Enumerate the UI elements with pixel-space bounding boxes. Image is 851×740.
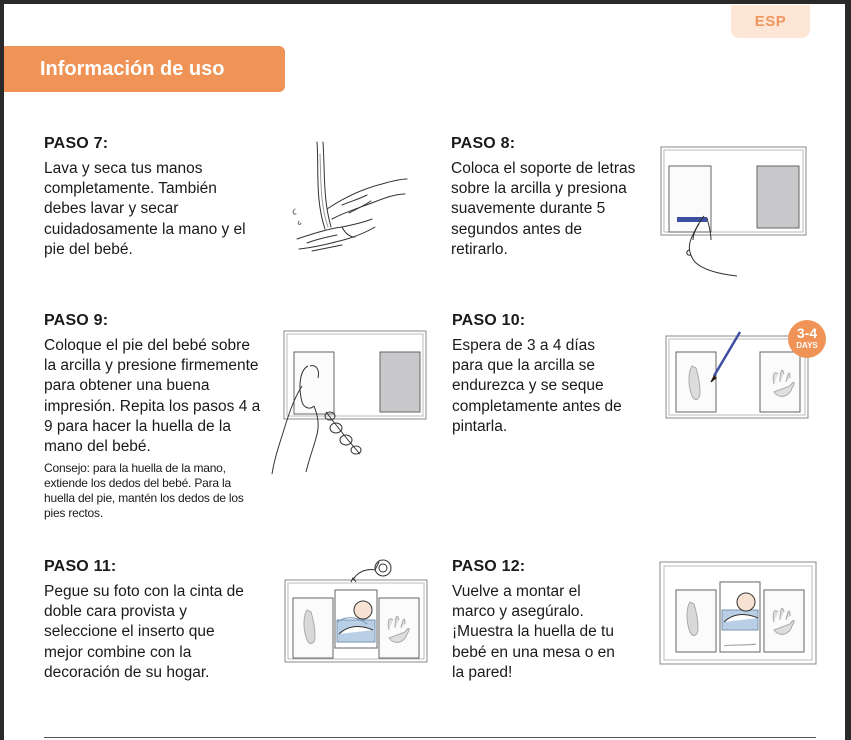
tip-line: extiende los dedos del bebé. Para la: [44, 476, 231, 491]
step-8: [451, 135, 661, 260]
step-line: doble cara provista y: [44, 603, 188, 621]
step-line: Coloca el soporte de letras: [451, 160, 636, 177]
step-line: suavemente durante 5: [451, 200, 606, 218]
foot-press-icon: [270, 326, 430, 476]
instruction-page: [4, 4, 845, 740]
step-8-title: PASO 8:: [451, 135, 516, 152]
step-line: para obtener una buena: [44, 377, 210, 395]
step-line: segundos antes de: [451, 220, 582, 238]
step-line: debes lavar y secar: [44, 200, 179, 218]
bottom-divider: [44, 737, 816, 738]
step-line: retirarlo.: [451, 240, 508, 258]
step-7-text: [44, 159, 304, 260]
step-line: la arcilla y presione firmemente: [44, 357, 259, 375]
tip-line: huella del pie, mantén los dedos de los: [44, 490, 244, 505]
step-line: marco y asegúralo.: [452, 603, 584, 621]
step-line: Lava y seca tus manos: [44, 160, 203, 177]
step-line: cuidadosamente la mano y el: [44, 220, 246, 238]
step-line: endurezca y se seque: [452, 377, 604, 395]
days-badge: [788, 320, 826, 358]
finished-frame-icon: [658, 560, 818, 666]
step-line: mano del bebé.: [44, 438, 151, 456]
step-line: completamente antes de: [452, 397, 622, 415]
hand-washing-icon: [287, 139, 412, 264]
step-line: Vuelve a montar el: [452, 583, 581, 600]
step-line: Pegue su foto con la cinta de: [44, 583, 244, 600]
letter-stamp-press-icon: [659, 144, 809, 284]
step-9-tip: [44, 461, 284, 520]
step-line: para que la arcilla se: [452, 357, 596, 375]
step-11-text: [44, 582, 284, 683]
step-10-text: [452, 336, 652, 437]
step-9-title: PASO 9:: [44, 312, 109, 329]
step-line: ¡Muestra la huella de tu: [452, 623, 614, 641]
step-11-title: PASO 11:: [44, 558, 117, 575]
tip-line: Consejo: para la huella de la mano,: [44, 461, 226, 476]
step-line: impresión. Repita los pasos 4 a: [44, 397, 261, 415]
photo-tape-icon: [283, 554, 429, 666]
step-11: [44, 558, 284, 683]
step-8-text: [451, 159, 661, 260]
tip-line: pies rectos.: [44, 505, 103, 520]
step-line: pintarla.: [452, 417, 508, 435]
step-9-text: [44, 336, 284, 457]
step-line: Coloque el pie del bebé sobre: [44, 337, 250, 354]
days-badge-number: 3-4: [796, 325, 818, 341]
step-line: seleccione el inserto que: [44, 623, 215, 641]
step-10: [452, 312, 652, 437]
step-9: [44, 312, 284, 520]
step-12-title: PASO 12:: [452, 558, 526, 575]
step-10-title: PASO 10:: [452, 312, 526, 329]
step-line: 9 para hacer la huella de la: [44, 417, 231, 435]
step-line: sobre la arcilla y presiona: [451, 180, 627, 198]
step-line: decoración de su hogar.: [44, 663, 210, 681]
step-7: [44, 135, 304, 260]
step-line: completamente. También: [44, 180, 217, 198]
step-12-text: [452, 582, 652, 683]
language-badge: ESP: [731, 5, 810, 38]
step-line: pie del bebé.: [44, 240, 133, 258]
days-badge-label: DAYS: [796, 341, 818, 350]
step-line: mejor combine con la: [44, 643, 192, 661]
step-line: bebé en una mesa o en: [452, 643, 615, 661]
step-7-title: PASO 7:: [44, 135, 109, 152]
step-line: Espera de 3 a 4 días: [452, 337, 596, 354]
step-line: la pared!: [452, 663, 513, 681]
step-12: [452, 558, 652, 683]
section-title: Información de uso: [4, 46, 285, 92]
